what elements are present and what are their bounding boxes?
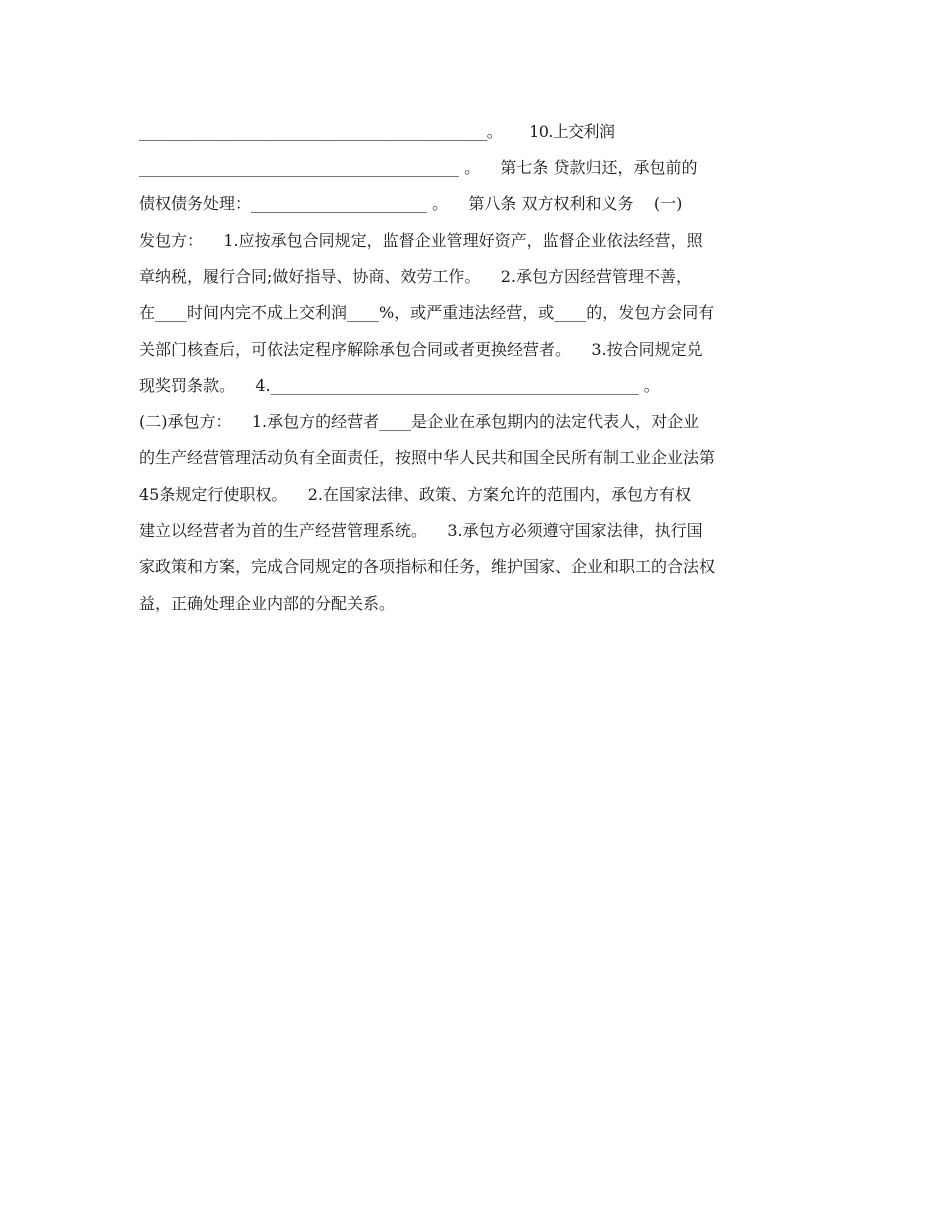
text-line: [139, 338, 819, 362]
text-line: [139, 229, 819, 253]
line-text: 45条规定行使职权。 2.在国家法律、政策、方案允许的范围内，承包方有权: [139, 485, 691, 504]
line-text: 现奖罚条款。 4.______________________________________________ 。: [139, 376, 660, 395]
line-text: 建立以经营者为首的生产经营管理系统。 3.承包方必须遵守国家法律，执行国: [139, 521, 703, 540]
text-line: [139, 192, 819, 216]
text-line: [139, 519, 819, 543]
line-text: _______________________________________________。 10.上交利润: [139, 122, 615, 141]
line-text: 章纳税，履行合同;做好指导、协商、效劳工作。 2.承包方因经营管理不善，: [139, 267, 693, 286]
text-line: [139, 265, 819, 289]
text-line: [139, 592, 819, 616]
text-line: [139, 374, 819, 398]
text-line: [139, 410, 819, 434]
line-text: ________________________________________ 。 第七条 贷款归还，承包前的: [139, 158, 698, 177]
text-line: [139, 555, 819, 579]
text-line: [139, 120, 819, 144]
text-line: [139, 156, 819, 180]
text-line: [139, 483, 819, 507]
line-text: 在____时间内完不成上交利润____%，或严重违法经营，或____的，发包方会同有: [139, 303, 715, 322]
line-text: 关部门核查后，可依法定程序解除承包合同或者更换经营者。 3.按合同规定兑: [139, 340, 703, 359]
line-text: 家政策和方案，完成合同规定的各项指标和任务，维护国家、企业和职工的合法权: [139, 557, 716, 576]
line-text: 债权债务处理：______________________ 。 第八条 双方权利和义务 (一): [139, 194, 683, 213]
line-text: 发包方： 1.应按承包合同规定，监督企业管理好资产，监督企业依法经营，照: [139, 231, 703, 250]
line-text: 益，正确处理企业内部的分配关系。: [139, 594, 396, 613]
line-text: (二)承包方： 1.承包方的经营者____是企业在承包期内的法定代表人，对企业: [139, 412, 700, 431]
text-line: [139, 301, 819, 325]
line-text: 的生产经营管理活动负有全面责任，按照中华人民共和国全民所有制工业企业法第: [139, 448, 716, 467]
text-line: [139, 446, 819, 470]
